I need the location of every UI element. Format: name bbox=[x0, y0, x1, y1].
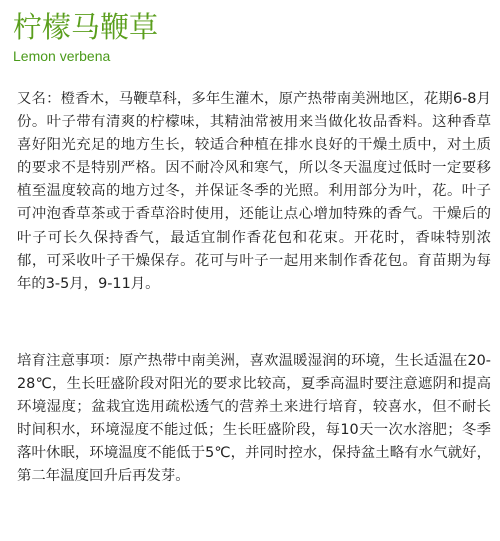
page-title: 柠檬马鞭草 bbox=[13, 10, 159, 44]
care-notes-paragraph: 培育注意事项：原产热带中南美洲，喜欢温暖湿润的环境，生长适温在20-28℃，生长旺盛阶段对阳光的要求比较高，夏季高温时要注意遮阴和提高环境湿度；盆栽宜选用疏松透气的营养土来进行培育，较喜水，但不耐长时间积水，环境湿度不能过低；生长旺盛阶段，每10天一次水溶肥；冬季落叶休眠，环境温度不能低于5℃，并同时控水，保持盆土略有水气就好，第二年温度回升后再发芽。 bbox=[17, 353, 491, 485]
description-paragraph: 又名：橙香木，马鞭草科，多年生灌木，原产热带南美洲地区，花期6-8月份。叶子带有清爽的柠檬味，其精油常被用来当做化妆品香料。这种香草喜好阳光充足的地方生长，较适合种植在排水良好的干燥土质中，对土质的要求不是特别严格。因不耐冷风和寒气，所以冬天温度过低时一定要移植至温度较高的地方过冬，并保证冬季的光照。利用部分为叶，花。叶子可冲泡香草茶或于香草浴时使用，还能让点心增加特殊的香气。干燥后的叶子可长久保持香气，最适宜制作香花包和花束。开花时，香味特别浓郁，可采收叶子干燥保存。花可与叶子一起用来制作香花包。育苗期为每年的3-5月，9-11月。 bbox=[17, 91, 491, 292]
page-subtitle: Lemon verbena bbox=[13, 48, 111, 64]
